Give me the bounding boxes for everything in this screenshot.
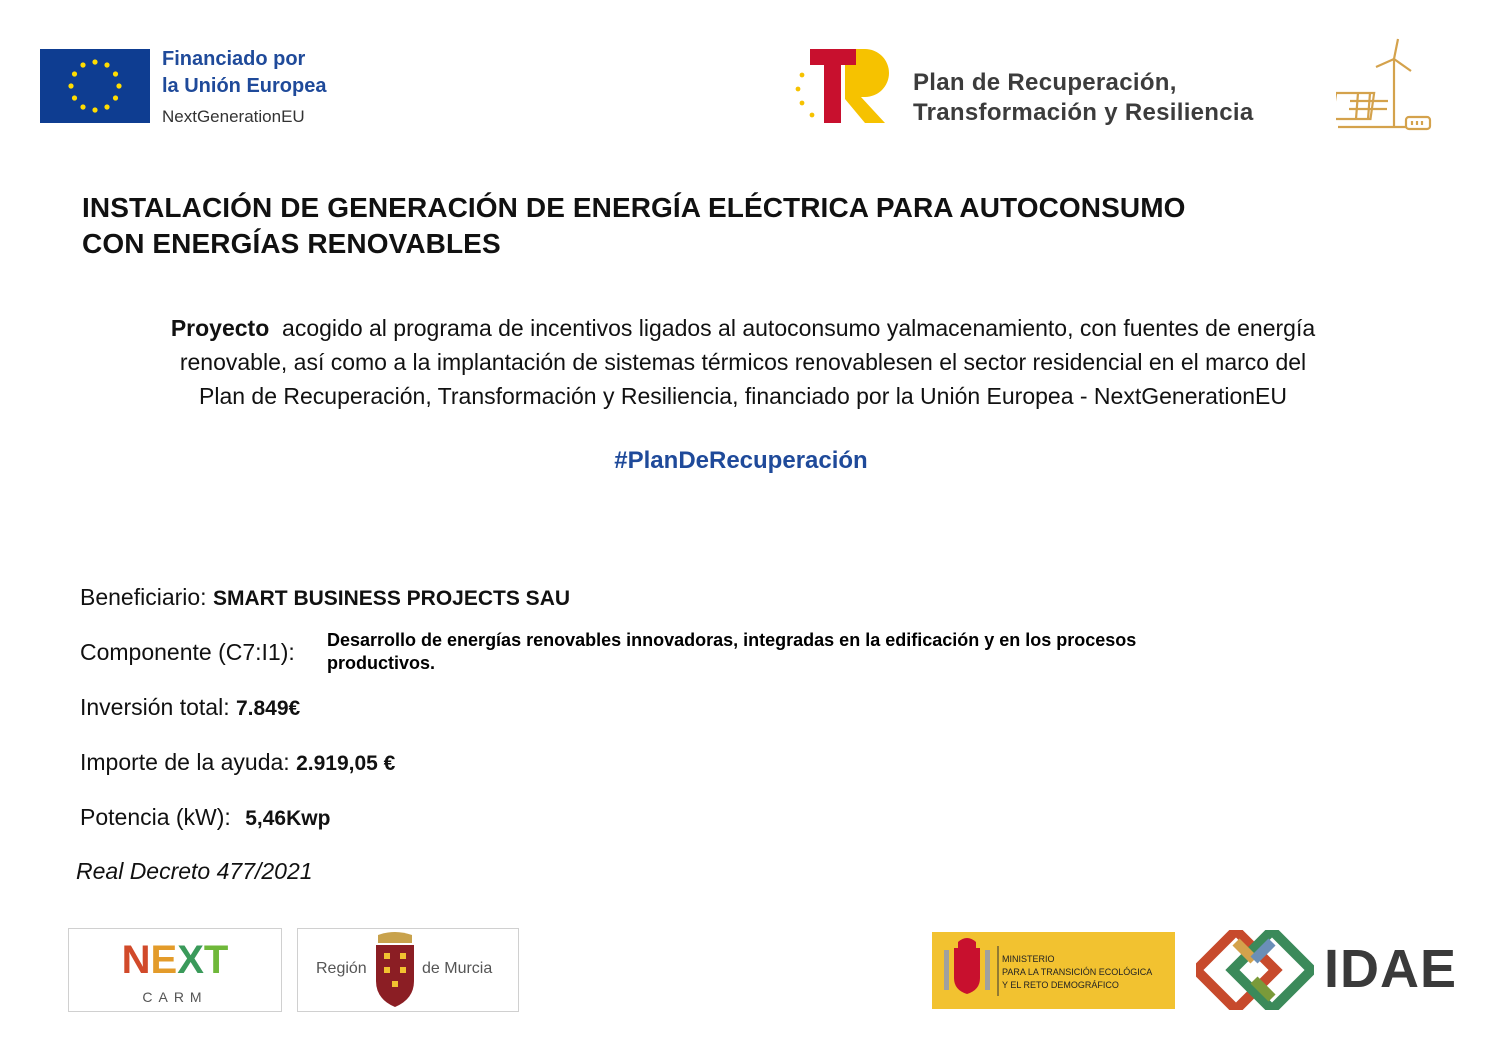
beneficiario-value: SMART BUSINESS PROJECTS SAU <box>212 587 571 610</box>
eu-line-1: Financiado por <box>162 48 306 70</box>
murcia-left-text: Región <box>316 960 367 977</box>
plan-recuperacion-label <box>913 68 1254 128</box>
eu-funding-label <box>162 46 326 130</box>
componente-value-line-2: productivos. <box>327 653 436 673</box>
importe-row <box>80 749 395 776</box>
idae-symbol-icon <box>1196 930 1314 1010</box>
next-letter: X <box>177 938 204 982</box>
ministerio-line-1: MINISTERIO <box>1002 954 1055 964</box>
eu-flag-logo <box>40 49 150 123</box>
intro-line-2: renovable, así como a la implantación de sistemas térmicos renovablesen el sector residencial en el marco del <box>179 349 1307 375</box>
murcia-shield-icon <box>376 932 414 1007</box>
next-word <box>122 938 229 982</box>
ministerio-line-2: PARA LA TRANSICIÓN ECOLÓGICA <box>1002 967 1153 977</box>
ministerio-logo <box>932 932 1175 1009</box>
componente-label: Componente (C7:I1): <box>80 639 295 665</box>
intro-lead: Proyecto <box>170 315 270 341</box>
potencia-row <box>80 804 330 831</box>
inversion-value: 7.849€ <box>235 697 301 720</box>
next-letter: N <box>121 938 151 982</box>
inversion-row <box>80 694 300 721</box>
beneficiario-label: Beneficiario: <box>80 584 207 610</box>
importe-value: 2.919,05 € <box>296 752 396 775</box>
beneficiario-row <box>80 584 570 611</box>
eu-line-2: la Unión Europea <box>162 75 327 97</box>
eu-line-3: NextGenerationEU <box>162 107 305 126</box>
next-letter: T <box>203 938 229 982</box>
hashtag: #PlanDeRecuperación <box>614 447 868 474</box>
spain-coat-of-arms-icon <box>942 938 992 998</box>
region-murcia-logo <box>297 928 519 1012</box>
idae-wordmark: IDAE <box>1324 939 1458 999</box>
potencia-label: Potencia (kW): <box>80 804 231 830</box>
intro-line-1: acogido al programa de incentivos ligados al autoconsumo yalmacenamiento, con fuentes de energía <box>269 315 1316 341</box>
page-title <box>82 190 1382 262</box>
plan-line-2: Transformación y Resiliencia <box>913 99 1254 126</box>
plan-line-1: Plan de Recuperación, <box>913 69 1177 96</box>
intro-line-3: Plan de Recuperación, Transformación y Resiliencia, financiado por la Unión Europea - NextGenerationEU <box>199 383 1287 409</box>
ministerio-line-3: Y EL RETO DEMOGRÁFICO <box>1002 980 1119 990</box>
componente-value-line-1: Desarrollo de energías renovables innovadoras, integradas en la edificación y en los procesos <box>327 630 1137 650</box>
project-description <box>70 311 1416 413</box>
prtr-logo <box>790 45 890 127</box>
importe-label: Importe de la ayuda: <box>80 749 290 775</box>
title-line-2: CON ENERGÍAS RENOVABLES <box>82 228 501 259</box>
murcia-right-text: de Murcia <box>422 960 493 977</box>
componente-row <box>80 639 295 666</box>
decree-reference: Real Decreto 477/2021 <box>76 858 313 884</box>
wind-solar-icon <box>1336 37 1436 133</box>
next-letter: E <box>150 938 178 982</box>
eu-stars-icon <box>40 49 150 123</box>
componente-value <box>327 629 1317 675</box>
title-line-1: INSTALACIÓN DE GENERACIÓN DE ENERGÍA ELÉCTRICA PARA AUTOCONSUMO <box>82 192 1186 223</box>
next-carm-logo <box>68 928 282 1012</box>
carm-word: CARM <box>142 989 208 1005</box>
potencia-value: 5,46Kwp <box>245 807 331 830</box>
inversion-label: Inversión total: <box>80 694 230 720</box>
